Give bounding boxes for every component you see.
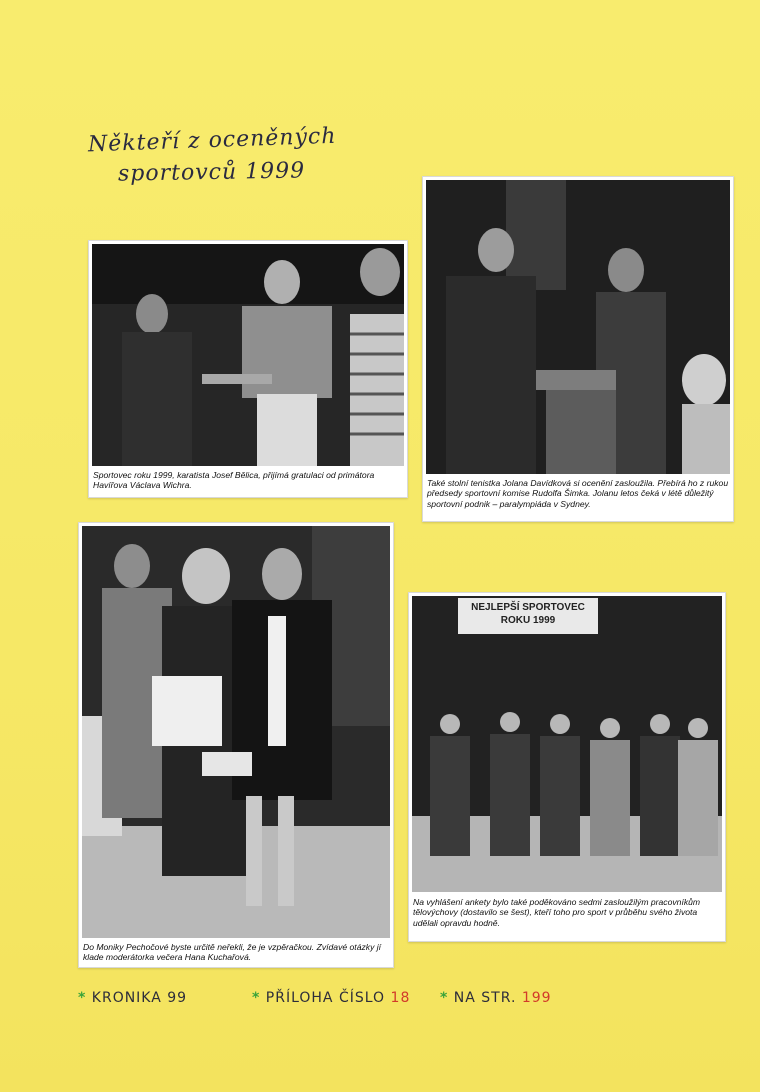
caption-3: Do Moniky Pechočové byste určitě neřekli, že je vzpěračkou. Zvídavé otázky jí klade moderátorka večera Hana Kuchařová.	[83, 942, 382, 963]
event-banner-line1: NEJLEPŠÍ SPORTOVEC	[471, 602, 585, 613]
attachment-label: PŘÍLOHA ČÍSLO	[265, 990, 386, 1006]
caption-2: Také stolní tenistka Jolana Davídková si ocenění zasloužila. Přebírá ho z rukou předsedy sportovní komise Rudolfa Šimka. Jolanu letos čeká v létě důležitý sportovní podnik – paralympiáda v Sydney.	[427, 478, 729, 509]
star-icon: *	[440, 990, 449, 1006]
photo-award-handover	[426, 180, 730, 474]
chronicle-label: KRONIKA 99	[91, 990, 188, 1006]
star-icon: *	[78, 990, 87, 1006]
photo-interview	[82, 526, 390, 938]
clipping-4	[408, 592, 726, 942]
photo-group-honorees	[412, 596, 722, 892]
page-label: NA STR.	[453, 990, 517, 1006]
footer-priloha	[252, 990, 410, 1006]
attachment-number: 18	[390, 990, 411, 1006]
footer-page	[440, 990, 552, 1006]
event-banner-line2: ROKU 1999	[500, 615, 556, 626]
caption-4: Na vyhlášení ankety bylo také poděkováno sedmi zasloužilým pracovníkům tělovýchovy (dostavilo se šest), kteří toho pro sport v průběhu svého života udělali opravdu hodně.	[413, 897, 701, 928]
clipping-2	[422, 176, 734, 522]
handwritten-title-line1: Někteří z oceněných	[87, 123, 337, 158]
handwritten-title-line2: sportovců 1999	[117, 158, 306, 187]
clipping-1	[88, 240, 408, 498]
photo-handshake	[92, 244, 404, 466]
star-icon: *	[252, 990, 261, 1006]
page-number: 199	[521, 990, 552, 1006]
footer-kronika	[78, 990, 187, 1006]
clipping-3	[78, 522, 394, 968]
caption-1: Sportovec roku 1999, karatista Josef Bělica, přijímá gratulaci od primátora Havířova Václava Wichra.	[93, 470, 375, 491]
event-banner	[458, 601, 598, 627]
